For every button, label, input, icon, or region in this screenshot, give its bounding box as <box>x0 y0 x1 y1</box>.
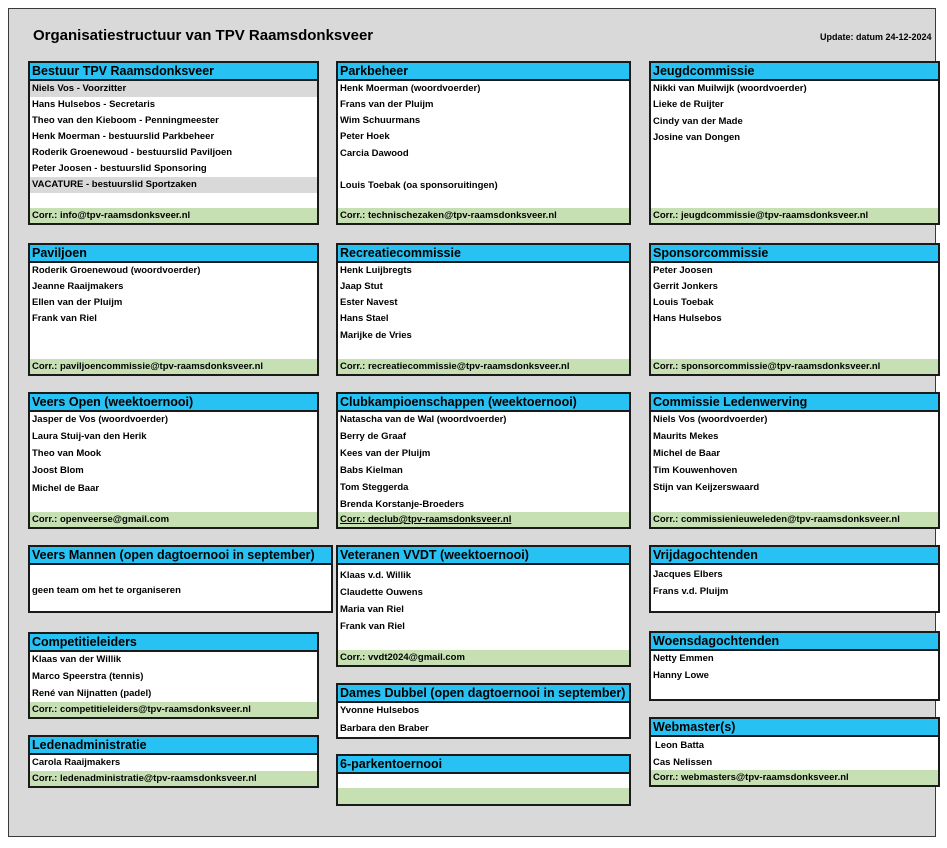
box-header: Recreatiecommissie <box>338 245 629 263</box>
box-clubkampioenschappen <box>336 392 631 529</box>
member-row: Netty Emmen <box>653 653 714 664</box>
member-row: Josine van Dongen <box>653 132 741 143</box>
member-row: Theo van Mook <box>32 448 102 459</box>
box-header: 6-parkentoernooi <box>338 756 629 774</box>
member-row: Claudette Ouwens <box>340 587 423 598</box>
member-row: Michel de Baar <box>32 483 100 494</box>
member-row: Klaas van der Willik <box>32 654 122 665</box>
member-row: Yvonne Hulsebos <box>340 705 420 716</box>
member-row: Gerrit Jonkers <box>653 281 718 292</box>
member-row: Klaas v.d. Willik <box>340 570 412 581</box>
correspondence-email[interactable]: Corr.: vvdt2024@gmail.com <box>338 650 629 665</box>
correspondence-email[interactable]: Corr.: commissienieuweleden@tpv-raamsdonksveer.nl <box>651 512 938 527</box>
member-row: Joost Blom <box>32 465 84 476</box>
member-row: Babs Kielman <box>340 465 403 476</box>
box-veteranen <box>336 545 631 667</box>
correspondence-email[interactable]: Corr.: ledenadministratie@tpv-raamsdonksveer.nl <box>30 771 317 786</box>
member-row: Frans v.d. Pluijm <box>653 586 729 597</box>
correspondence-email[interactable]: Corr.: info@tpv-raamsdonksveer.nl <box>30 208 317 223</box>
box-webmasters <box>649 717 940 787</box>
member-row: Louis Toebak <box>653 297 714 308</box>
member-row: Stijn van Keijzerswaard <box>653 482 760 493</box>
member-row: Frank van Riel <box>32 313 97 324</box>
member-row: René van Nijnatten (padel) <box>32 688 152 699</box>
member-row: Ester Navest <box>340 297 398 308</box>
box-zes-parkentoernooi <box>336 754 631 806</box>
member-row: VACATURE - bestuurslid Sportzaken <box>30 177 317 193</box>
member-row: Lieke de Ruijter <box>653 99 724 110</box>
member-row: Frank van Riel <box>340 621 405 632</box>
member-row: Henk Moerman (woordvoerder) <box>340 83 481 94</box>
box-vrijdagochtenden <box>649 545 940 613</box>
update-date: Update: datum 24-12-2024 <box>820 32 932 42</box>
member-row: Tom Steggerda <box>340 482 409 493</box>
member-row: Peter Joosen - bestuurslid Sponsoring <box>32 163 207 174</box>
member-row: Ellen van der Pluijm <box>32 297 123 308</box>
member-row: Peter Joosen <box>653 265 713 276</box>
member-row: Cindy van der Made <box>653 116 743 127</box>
box-header: Vrijdagochtenden <box>651 547 938 565</box>
member-row: Hanny Lowe <box>653 670 709 681</box>
box-sponsorcommissie <box>649 243 940 376</box>
correspondence-email[interactable]: Corr.: competitieleiders@tpv-raamsdonksveer.nl <box>30 702 317 717</box>
correspondence-row-empty <box>338 788 629 804</box>
box-bestuur <box>28 61 319 225</box>
member-row: Louis Toebak (oa sponsoruitingen) <box>340 180 498 191</box>
box-jeugdcommissie <box>649 61 940 225</box>
box-header: Bestuur TPV Raamsdonksveer <box>30 63 317 81</box>
correspondence-email[interactable]: Corr.: recreatiecommissie@tpv-raamsdonksveer.nl <box>338 359 629 374</box>
member-row: Hans Stael <box>340 313 389 324</box>
correspondence-email[interactable]: Corr.: webmasters@tpv-raamsdonksveer.nl <box>651 770 938 785</box>
member-row: Peter Hoek <box>340 131 390 142</box>
box-parkbeheer <box>336 61 631 225</box>
member-row: Roderik Groenewoud - bestuurslid Paviljoen <box>32 147 233 158</box>
member-row: Maria van Riel <box>340 604 404 615</box>
box-header: Veteranen VVDT (weektoernooi) <box>338 547 629 565</box>
member-row: Jeanne Raaijmakers <box>32 281 124 292</box>
box-header: Woensdagochtenden <box>651 633 938 651</box>
box-ledenwerving <box>649 392 940 529</box>
box-paviljoen <box>28 243 319 376</box>
box-recreatiecommissie <box>336 243 631 376</box>
box-dames-dubbel <box>336 683 631 739</box>
correspondence-email[interactable]: Corr.: jeugdcommissie@tpv-raamsdonksveer.nl <box>651 208 938 223</box>
member-row: Theo van den Kieboom - Penningmeester <box>32 115 219 126</box>
member-row: Carcia Dawood <box>340 148 409 159</box>
correspondence-email[interactable]: Corr.: paviljoencommissie@tpv-raamsdonksveer.nl <box>30 359 317 374</box>
member-row: Jacques Elbers <box>653 569 723 580</box>
box-header: Jeugdcommissie <box>651 63 938 81</box>
member-row: Maurits Mekes <box>653 431 719 442</box>
member-row: Michel de Baar <box>653 448 721 459</box>
box-veers-mannen <box>28 545 333 613</box>
correspondence-email[interactable] <box>338 512 629 527</box>
box-header: Paviljoen <box>30 245 317 263</box>
member-row: Marijke de Vries <box>340 330 412 341</box>
box-header: Clubkampioenschappen (weektoernooi) <box>338 394 629 412</box>
email-link[interactable]: Corr.: declub@tpv-raamsdonksveer.nl <box>340 514 512 525</box>
member-row: Hans Hulsebos - Secretaris <box>32 99 156 110</box>
box-header: Competitieleiders <box>30 634 317 652</box>
correspondence-email[interactable]: Corr.: openveerse@gmail.com <box>30 512 317 527</box>
member-row: Tim Kouwenhoven <box>653 465 738 476</box>
member-row: Carola Raaijmakers <box>32 757 121 768</box>
box-header: Ledenadministratie <box>30 737 317 755</box>
box-header: Sponsorcommissie <box>651 245 938 263</box>
box-header: Webmaster(s) <box>651 719 938 737</box>
box-header: Commissie Ledenwerving <box>651 394 938 412</box>
member-row: Henk Moerman - bestuurslid Parkbeheer <box>32 131 215 142</box>
box-header: Parkbeheer <box>338 63 629 81</box>
box-woensdagochtenden <box>649 631 940 701</box>
member-row: Marco Speerstra (tennis) <box>32 671 144 682</box>
box-header: Veers Mannen (open dagtoernooi in september) <box>30 547 331 565</box>
box-header: Dames Dubbel (open dagtoernooi in september) <box>338 685 629 703</box>
correspondence-email[interactable]: Corr.: sponsorcommissie@tpv-raamsdonksveer.nl <box>651 359 938 374</box>
member-row: Niels Vos (woordvoerder) <box>653 414 768 425</box>
member-row: Barbara den Braber <box>340 723 429 734</box>
box-competitieleiders <box>28 632 319 719</box>
member-row: Berry de Graaf <box>340 431 407 442</box>
box-header: Veers Open (weektoernooi) <box>30 394 317 412</box>
member-row: geen team om het te organiseren <box>32 585 181 596</box>
member-row: Niels Vos - Voorzitter <box>30 81 317 97</box>
member-row: Nikki van Muilwijk (woordvoerder) <box>653 83 807 94</box>
member-row: Jaap Stut <box>340 281 383 292</box>
member-row: Henk Luijbregts <box>340 265 412 276</box>
member-row: Roderik Groenewoud (woordvoerder) <box>32 265 201 276</box>
member-row: Kees van der Pluijm <box>340 448 431 459</box>
correspondence-email[interactable]: Corr.: technischezaken@tpv-raamsdonksveer.nl <box>338 208 629 223</box>
member-row: Laura Stuij-van den Herik <box>32 431 147 442</box>
member-row: Brenda Korstanje-Broeders <box>340 499 465 510</box>
box-ledenadministratie <box>28 735 319 788</box>
member-row: Natascha van de Wal (woordvoerder) <box>340 414 507 425</box>
member-row: Frans van der Pluijm <box>340 99 434 110</box>
box-veers-open <box>28 392 319 529</box>
member-row: Leon Batta <box>655 740 705 751</box>
member-row: Cas Nelissen <box>653 757 713 768</box>
member-row: Jasper de Vos (woordvoerder) <box>32 414 169 425</box>
page-title: Organisatiestructuur van TPV Raamsdonksveer <box>33 27 374 44</box>
member-row: Wim Schuurmans <box>340 115 421 126</box>
member-row: Hans Hulsebos <box>653 313 722 324</box>
